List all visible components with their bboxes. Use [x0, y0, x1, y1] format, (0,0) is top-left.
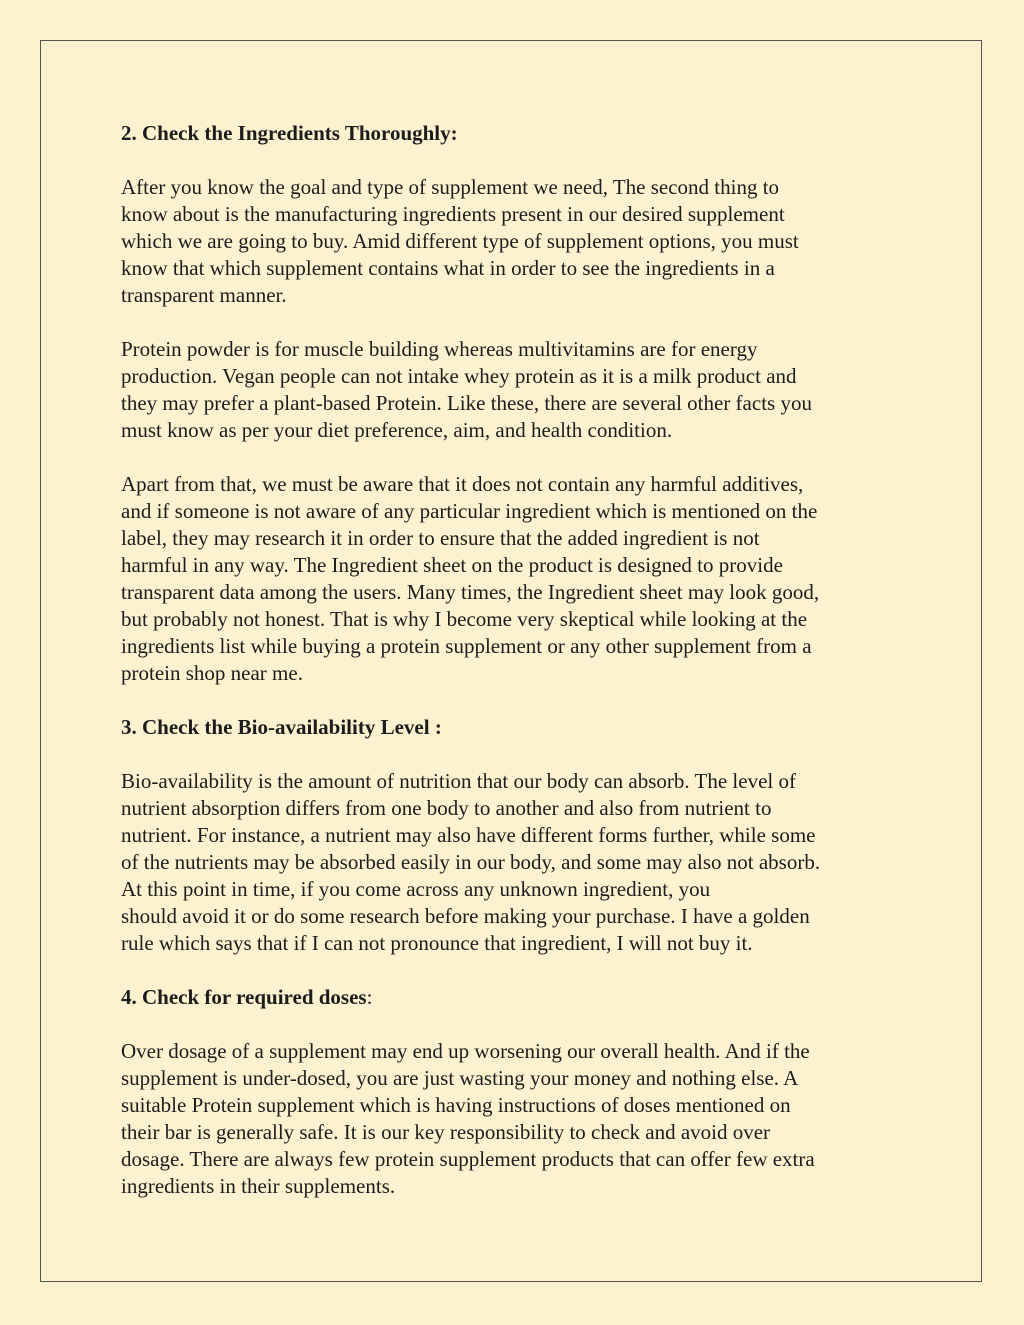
paragraph — [121, 768, 921, 957]
text-line: which we are going to buy. Amid different type of supplement options, you must — [121, 229, 799, 253]
text-line: know that which supplement contains what in order to see the ingredients in a — [121, 256, 775, 280]
paragraph — [121, 1038, 921, 1200]
text-line: nutrient absorption differs from one body to another and also from nutrient to — [121, 796, 772, 820]
paragraph — [121, 336, 921, 444]
text-line: and if someone is not aware of any particular ingredient which is mentioned on the — [121, 499, 818, 523]
text-line: must know as per your diet preference, aim, and health condition. — [121, 418, 673, 442]
text-line: but probably not honest. That is why I become very skeptical while looking at the — [121, 607, 808, 631]
text-line: Protein powder is for muscle building whereas multivitamins are for energy — [121, 337, 758, 361]
section-heading-ingredients: 2. Check the Ingredients Thoroughly: — [121, 121, 458, 145]
text-line: should avoid it or do some research before making your purchase. I have a golden — [121, 904, 810, 928]
text-line: nutrient. For instance, a nutrient may also have different forms further, while some — [121, 823, 816, 847]
text-line: transparent manner. — [121, 283, 287, 307]
text-line: rule which says that if I can not pronounce that ingredient, I will not buy it. — [121, 931, 753, 955]
section-heading-doses: 4. Check for required doses: — [121, 985, 373, 1009]
paragraph — [121, 174, 921, 309]
text-line: Bio-availability is the amount of nutrition that our body can absorb. The level of — [121, 769, 796, 793]
text-line: they may prefer a plant-based Protein. Like these, there are several other facts you — [121, 391, 812, 415]
text-line: Over dosage of a supplement may end up worsening our overall health. And if the — [121, 1039, 810, 1063]
text-line: transparent data among the users. Many times, the Ingredient sheet may look good, — [121, 580, 820, 604]
text-line: ingredients in their supplements. — [121, 1174, 396, 1198]
paragraph — [121, 471, 921, 687]
section-heading-bioavailability: 3. Check the Bio-availability Level : — [121, 715, 442, 739]
document-body — [121, 120, 921, 1227]
text-line: know about is the manufacturing ingredients present in our desired supplement — [121, 202, 785, 226]
text-line: of the nutrients may be absorbed easily in our body, and some may also not absorb. — [121, 850, 821, 874]
text-line: production. Vegan people can not intake whey protein as it is a milk product and — [121, 364, 797, 388]
text-line: supplement is under-dosed, you are just wasting your money and nothing else. A — [121, 1066, 799, 1090]
text-line: protein shop near me. — [121, 661, 303, 685]
text-line: label, they may research it in order to ensure that the added ingredient is not — [121, 526, 760, 550]
text-line: harmful in any way. The Ingredient sheet on the product is designed to provide — [121, 553, 783, 577]
text-line: At this point in time, if you come across any unknown ingredient, you — [121, 877, 711, 901]
text-line: their bar is generally safe. It is our key responsibility to check and avoid over — [121, 1120, 771, 1144]
text-line: After you know the goal and type of supplement we need, The second thing to — [121, 175, 780, 199]
text-line: Apart from that, we must be aware that it does not contain any harmful additives, — [121, 472, 804, 496]
text-line: dosage. There are always few protein supplement products that can offer few extra — [121, 1147, 815, 1171]
text-line: ingredients list while buying a protein supplement or any other supplement from a — [121, 634, 812, 658]
heading-colon: : — [366, 985, 373, 1009]
text-line: suitable Protein supplement which is having instructions of doses mentioned on — [121, 1093, 791, 1117]
